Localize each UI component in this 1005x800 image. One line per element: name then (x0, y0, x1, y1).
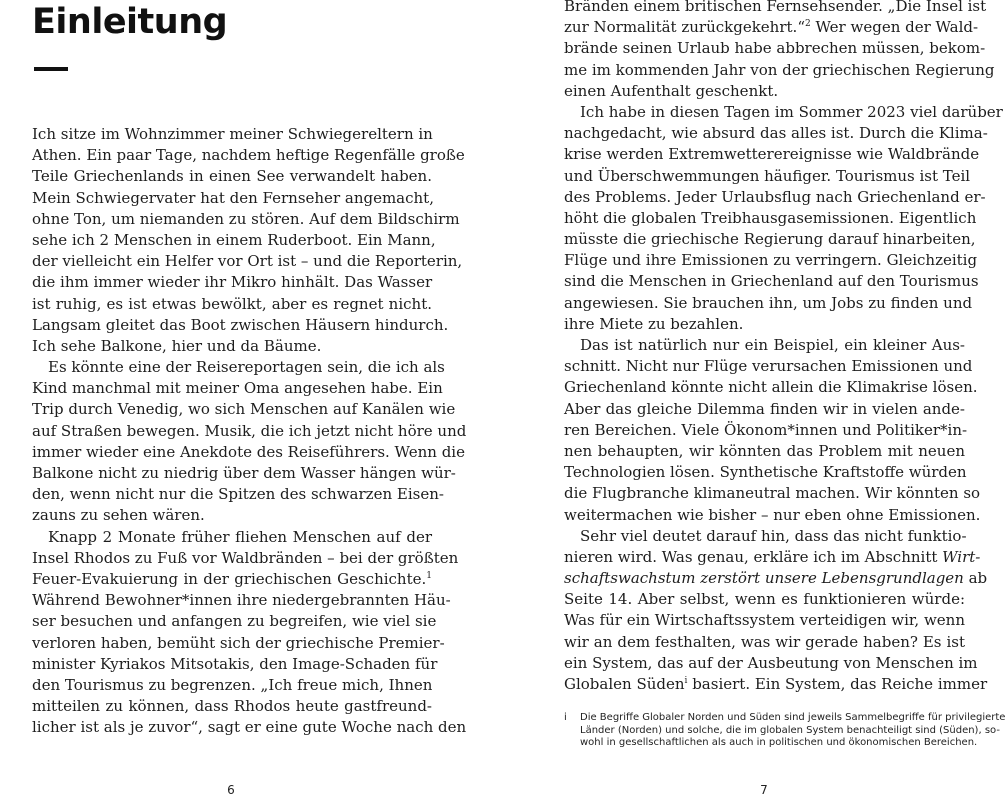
page-number: 7 (760, 783, 768, 797)
section-reference[interactable]: Wirt- (942, 547, 981, 566)
footnote (564, 712, 1005, 750)
text-line: Ich habe in diesen Tagen im Sommer 2023 viel darüber (580, 102, 1003, 121)
text-fragment: zur Normalität zurückgekehrt.“ (564, 18, 805, 37)
footnote-marker: i (564, 712, 567, 723)
left-page (0, 0, 500, 800)
text-fragment: ab (963, 569, 988, 588)
text-line: Insel Rhodos zu Fuß vor Waldbränden – bei der größten (32, 548, 459, 567)
right-body-text (564, 0, 1003, 695)
text-line: Flüge und ihre Emissionen zu verringern. Gleichzeitig (564, 251, 978, 270)
text-line: Langsam gleitet das Boot zwischen Häusern hindurch. (32, 315, 449, 334)
text-line (564, 17, 979, 38)
text-fragment: Wer wegen der Wald- (810, 18, 979, 37)
text-fragment: Feuer-Evakuierung in der griechischen Geschichte. (32, 569, 427, 588)
section-reference[interactable]: schaftswachstum zerstört unsere Lebensgrundlagen (564, 569, 964, 588)
text-line: die Flugbranche klimaneutral machen. Wir könnten so (564, 484, 981, 503)
text-line: me im kommenden Jahr von der griechischen Regierung (564, 60, 995, 79)
text-line: Das ist natürlich nur ein Beispiel, ein kleiner Aus- (580, 336, 965, 354)
text-line: nachgedacht, wie absurd das alles ist. Durch die Klima- (564, 124, 988, 143)
text-line: auf Straßen bewegen. Musik, die ich jetzt nicht höre und (32, 421, 467, 440)
text-line: mitteilen zu können, dass Rhodos heute gastfreund- (32, 697, 432, 716)
text-line: und Überschwemmungen häufiger. Tourismus ist Teil (564, 166, 971, 185)
text-line (564, 674, 988, 695)
text-line: wir an dem festhalten, was wir gerade haben? Es ist (564, 632, 965, 651)
text-line (564, 547, 981, 568)
text-line: ser besuchen und anfangen zu begreifen, wie viel sie (32, 612, 437, 631)
text-line: ihre Miete zu bezahlen. (564, 314, 744, 333)
text-fragment: nieren wird. Was genau, erkläre ich im Abschnitt (564, 547, 943, 566)
text-line: der vielleicht ein Helfer vor Ort ist – und die Reporterin, (32, 252, 463, 271)
text-line: Teile Griechenlands in einen See verwandelt haben. (32, 167, 432, 186)
text-fragment: Globalen Süden (564, 675, 685, 693)
text-line: ein System, das auf der Ausbeutung von Menschen im (564, 653, 978, 672)
text-line (564, 568, 988, 589)
text-line: Kind manchmal mit meiner Oma angesehen habe. Ein (32, 379, 443, 398)
text-line: Mein Schwiegervater hat den Fernseher angemacht, (32, 188, 434, 207)
text-line: einen Aufenthalt geschenkt. (564, 81, 779, 100)
text-line: Ich sitze im Wohnzimmer meiner Schwiegereltern in (32, 125, 433, 143)
text-line: Es könnte eine der Reisereportagen sein, die ich als (48, 358, 445, 377)
footnote-line: Die Begriffe Globaler Norden und Süden sind jeweils Sammelbegriffe für privilegierte (580, 712, 1005, 723)
text-line: den, wenn nicht nur die Spitzen des schwarzen Eisen- (32, 485, 444, 504)
right-page (500, 0, 1005, 800)
text-line: ohne Ton, um niemanden zu stören. Auf dem Bildschirm (32, 209, 460, 228)
text-line: Aber das gleiche Dilemma finden wir in vielen ande- (564, 399, 965, 418)
text-line: angewiesen. Sie brauchen ihn, um Jobs zu finden und (564, 293, 973, 312)
text-line: Bränden einem britischen Fernsehsender. „Die Insel ist (564, 0, 987, 15)
text-line: Balkone nicht zu niedrig über dem Wasser hängen wür- (32, 464, 456, 482)
text-line: die ihm immer wieder ihr Mikro hinhält. Das Wasser (32, 273, 433, 292)
footnote-ref[interactable]: i (684, 676, 688, 686)
text-line: sind die Menschen in Griechenland auf den Tourismus (564, 272, 979, 291)
text-line: Seite 14. Aber selbst, wenn es funktionieren würde: (564, 590, 965, 609)
text-line: weitermachen wie bisher – nur eben ohne Emissionen. (564, 505, 981, 524)
text-line (32, 569, 432, 590)
text-line: Griechenland könnte nicht allein die Klimakrise lösen. (564, 378, 978, 397)
title-rule (34, 67, 68, 71)
text-line: Während Bewohner*innen ihre niedergebrannten Häu- (32, 591, 451, 610)
chapter-title: Einleitung (32, 2, 228, 42)
text-line: Trip durch Venedig, wo sich Menschen auf Kanälen wie (32, 400, 456, 419)
footnote-line: wohl in gesellschaftlichen als auch in politischen und ökonomischen Bereichen. (580, 737, 978, 748)
text-line: immer wieder eine Anekdote des Reiseführers. Wenn die (32, 442, 465, 461)
text-line: Athen. Ein paar Tage, nachdem heftige Regenfälle große (32, 146, 465, 165)
text-line: Knapp 2 Monate früher fliehen Menschen auf der (48, 527, 432, 546)
text-line: höht die globalen Treibhausgasemissionen. Eigentlich (564, 208, 977, 227)
text-line: sehe ich 2 Menschen in einem Ruderboot. Ein Mann, (32, 230, 436, 249)
text-line: Sehr viel deutet darauf hin, dass das nicht funktio- (580, 526, 967, 545)
footnote-line: Länder (Norden) und solche, die im globalen System benachteiligt sind (Süden), so- (580, 724, 1000, 736)
text-fragment: basiert. Ein System, das Reiche immer (687, 675, 988, 693)
text-line: ist ruhig, es ist etwas bewölkt, aber es regnet nicht. (32, 294, 432, 313)
footnote-ref[interactable]: 2 (804, 19, 811, 30)
left-body-text (32, 124, 467, 738)
text-line: krise werden Extremwetterereignisse wie Waldbrände (564, 145, 980, 164)
text-line: müsste die griechische Regierung darauf hinarbeiten, (564, 230, 976, 249)
text-line: des Problems. Jeder Urlaubsflug nach Griechenland er- (564, 187, 986, 206)
text-line: Technologien lösen. Synthetische Kraftstoffe würden (564, 463, 967, 482)
text-line: Ich sehe Balkone, hier und da Bäume. (32, 336, 322, 355)
text-line: schnitt. Nicht nur Flüge verursachen Emissionen und (564, 357, 973, 376)
footnote-ref[interactable]: 1 (426, 570, 432, 581)
text-line: ren Bereichen. Viele Ökonom*innen und Politiker*in- (564, 420, 968, 439)
text-line: licher ist als je zuvor“, sagt er eine gute Woche nach den (32, 718, 467, 737)
text-line: Was für ein Wirtschaftssystem verteidigen wir, wenn (564, 611, 965, 630)
text-line: nen behaupten, wir könnten das Problem mit neuen (564, 441, 965, 460)
text-line: brände seinen Urlaub habe abbrechen müssen, bekom- (564, 39, 986, 58)
text-line: zauns zu sehen wären. (32, 506, 205, 525)
text-line: minister Kyriakos Mitsotakis, den Image-Schaden für (32, 654, 438, 673)
page-number: 6 (227, 783, 235, 797)
text-line: den Tourismus zu begrenzen. „Ich freue mich, Ihnen (32, 675, 433, 694)
text-line: verloren haben, bemüht sich der griechische Premier- (32, 633, 445, 652)
